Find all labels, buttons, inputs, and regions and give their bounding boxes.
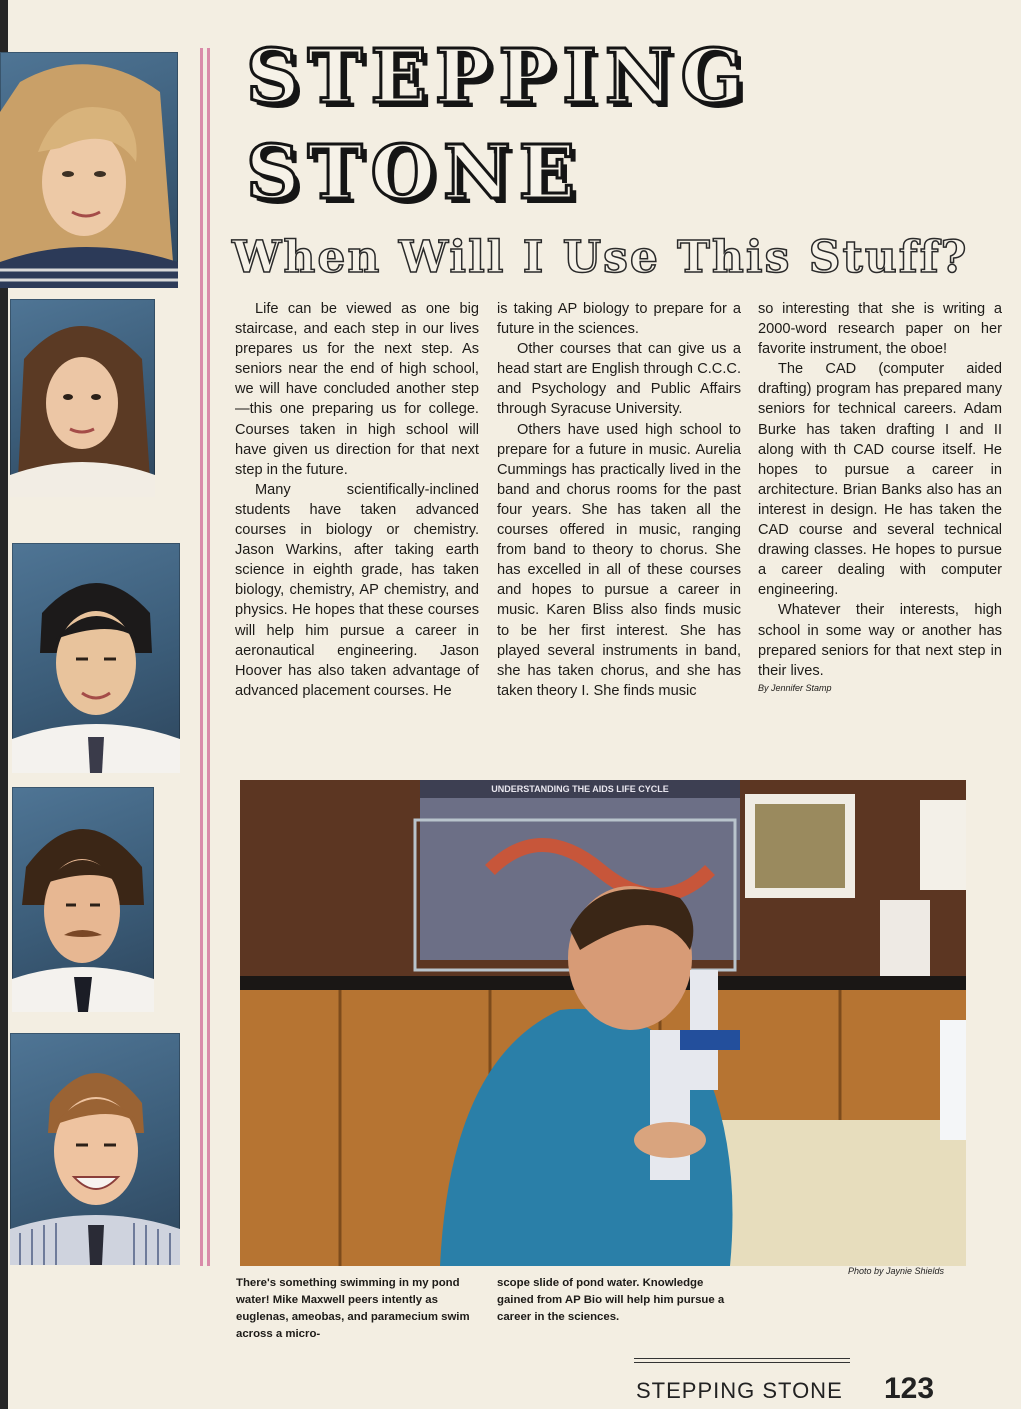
photo-caption-left	[236, 1275, 480, 1343]
senior-portrait-3	[12, 543, 180, 773]
photo-caption-right	[497, 1275, 741, 1326]
headline-line-2: STONE	[246, 130, 584, 216]
article-paragraph: Life can be viewed as one big staircase, and each step in our lives prepares us for the next step. As seniors near the end of high school, we will have concluded another step—this one preparing us for college. Courses taken in high school will have given us direction for that next step in the future.	[235, 301, 479, 478]
article-byline: By Jennifer Stamp	[758, 682, 832, 693]
poster-text: UNDERSTANDING THE AIDS LIFE CYCLE	[491, 784, 669, 794]
headline-line-1: STEPPING	[246, 34, 752, 120]
senior-portrait-1	[0, 52, 178, 288]
footer-section-title: STEPPING STONE	[636, 1378, 843, 1403]
senior-portrait-2	[10, 299, 155, 497]
article-paragraph: Others have used high school to prepare for a future in music. Aurelia Cummings has practically lived in the band and chorus rooms for the past four years. She has taken all the courses offered in music, ranging from band to theory to chorus. She has excelled in all of these courses and hopes to pursue a career in music. Karen Bliss also finds music to be her first interest. She has played several instruments in band, she has taken chorus, and she has taken theory I. She finds music	[497, 421, 741, 699]
subheadline: When Will I Use This Stuff?	[232, 232, 969, 283]
article-column-2	[497, 299, 741, 701]
senior-portrait-4	[12, 787, 154, 1012]
senior-portrait-5	[10, 1033, 180, 1265]
article-paragraph: Many scientifically-inclined students have taken advanced courses in biology or chemistry. Jason Warkins, after taking earth science in eighth grade, has taken biology, chemistry, AP chemistry, and physics. He hopes that these courses will help him pursue a career in aeronautical engineering. Jason Hoover has also taken advantage of advanced placement courses. He	[235, 481, 479, 699]
article-paragraph: Other courses that can give us a head start are English through C.C.C. and Psychology and Public Affairs through Syracuse University.	[497, 341, 741, 418]
article-paragraph: so interesting that she is writing a 2000-word research paper on her favorite instrument, the oboe!	[758, 301, 1002, 358]
decorative-vertical-rule	[200, 48, 210, 1266]
portrait-2-illustration	[10, 299, 155, 497]
lab-photo-illustration	[240, 780, 966, 1266]
portrait-1-illustration	[0, 52, 178, 288]
portrait-3-illustration	[12, 543, 180, 773]
article-paragraph: The CAD (computer aided drafting) program has prepared many seniors for technical careers. Adam Burke has taken drafting I and II along with th CAD course itself. He hopes to pursue a career in architecture. Brian Banks also has an interest in design. He has taken the CAD course and several technical drawing classes. He hopes to pursue a career dealing with computer engineering.	[758, 361, 1002, 599]
caption-text: There's something swimming in my pond water! Mike Maxwell peers intently as euglenas, ameobas, and paramecium swim across a micro-	[236, 1277, 470, 1340]
portrait-4-illustration	[12, 787, 154, 1012]
caption-text: scope slide of pond water. Knowledge gained from AP Bio will help him pursue a career in the sciences.	[497, 1277, 725, 1323]
footer-rule	[634, 1358, 850, 1363]
article-paragraph: Whatever their interests, high school in some way or another has prepared seniors for that next step in their lives.	[758, 602, 1002, 679]
page-number: 123	[884, 1372, 935, 1405]
article-paragraph: is taking AP biology to prepare for a future in the sciences.	[497, 301, 741, 338]
article-column-1	[235, 299, 479, 701]
article-column-3	[758, 299, 1002, 695]
photo-credit: Photo by Jaynie Shields	[848, 1266, 945, 1276]
lab-photo	[240, 780, 966, 1266]
portrait-5-illustration	[10, 1033, 180, 1265]
